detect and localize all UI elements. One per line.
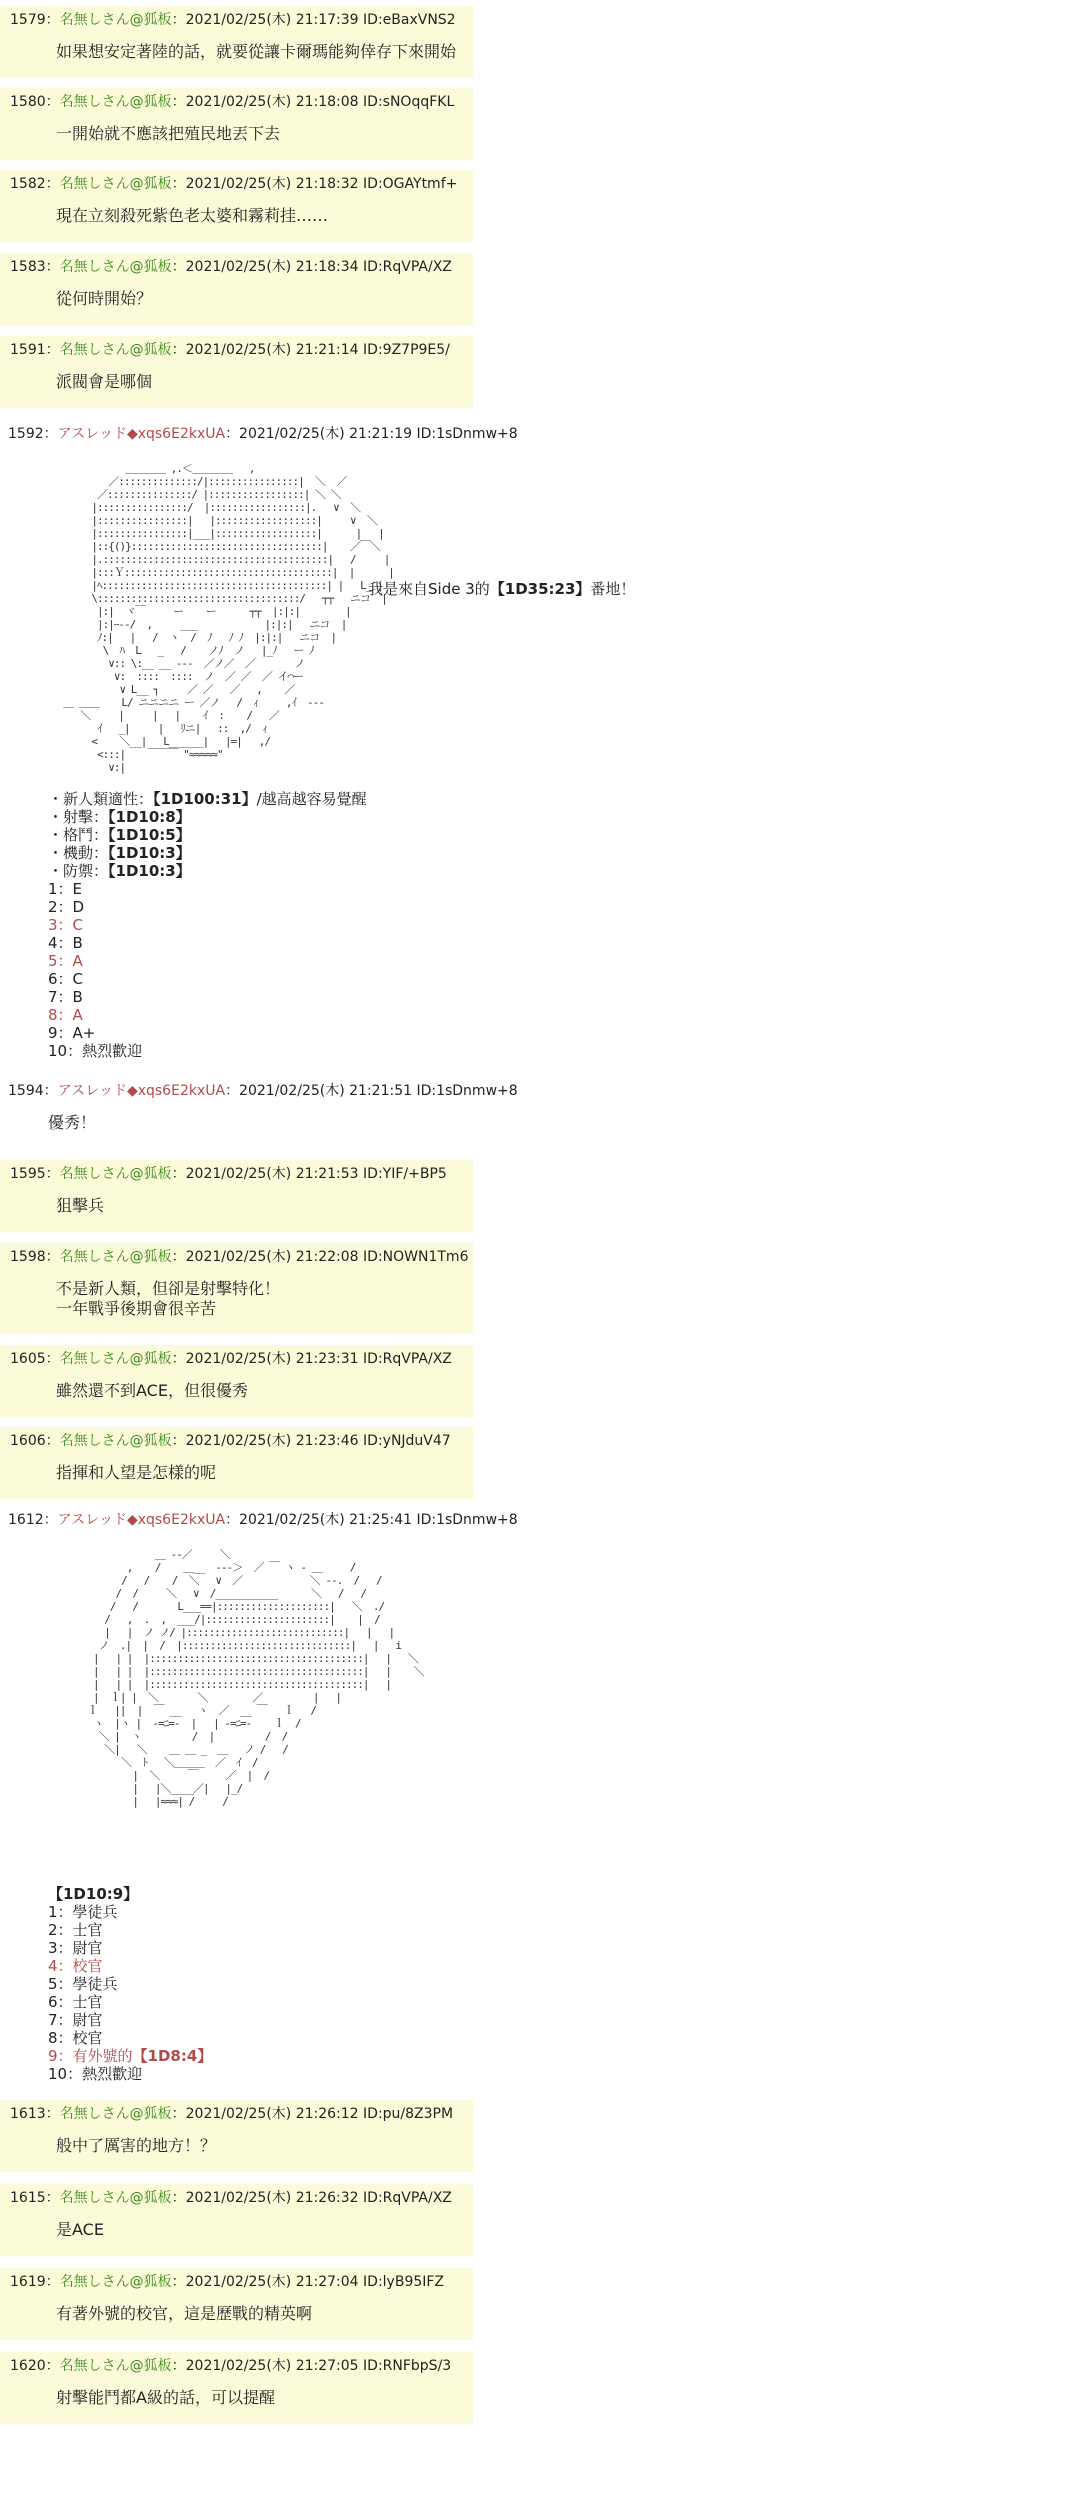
post-header: 1620：名無しさん@狐板：2021/02/25(木) 21:27:05 ID:RNFbpS/3 [10, 2358, 452, 2374]
grade-row-highlight: 8：A [48, 1006, 83, 1024]
grade-row: 6：C [48, 970, 84, 988]
reply-post [0, 88, 473, 160]
grade-row: 9：A+ [48, 1024, 96, 1042]
stat-row: ・防禦：【1D10:3】 [48, 862, 191, 880]
post-header: 1592：アスレッド◆xqs6E2kxUA：2021/02/25(木) 21:21:19 ID:1sDnmw+8 [8, 426, 518, 442]
rank-row: 6：士官 [48, 1993, 103, 2011]
post-body: 優秀！ [48, 1112, 97, 1132]
op-post [8, 1083, 518, 1133]
poster-name[interactable]: 名無しさん@狐板 [59, 1433, 172, 1449]
stat-row: ・機動：【1D10:3】 [48, 844, 191, 862]
reply-post [0, 1160, 473, 1232]
post-header: 1598：名無しさん@狐板：2021/02/25(木) 21:22:08 ID:NOWN1Tm6 [10, 1249, 469, 1265]
post-header: 1594：アスレッド◆xqs6E2kxUA：2021/02/25(木) 21:21:51 ID:1sDnmw+8 [8, 1083, 518, 1099]
post-header: 1579：名無しさん@狐板：2021/02/25(木) 21:17:39 ID:eBaxVNS2 [10, 12, 456, 28]
rank-row: 10：熱烈歡迎 [48, 2065, 143, 2083]
rank-row: 8：校官 [48, 2029, 103, 2047]
rank-row-highlight: 4：校官 [48, 1957, 103, 1975]
post-body: 般中了厲害的地方！？ [56, 2135, 217, 2155]
reply-post [0, 170, 473, 242]
rank-row: 5：學徒兵 [48, 1975, 118, 1993]
rank-row: 1：學徒兵 [48, 1903, 118, 1921]
reply-post [0, 1243, 473, 1333]
poster-name[interactable]: 名無しさん@狐板 [59, 2190, 172, 2206]
grade-row-highlight: 5：A [48, 952, 83, 970]
post-body: 如果想安定著陸的話，就要從讓卡爾瑪能夠倖存下來開始 [56, 41, 457, 61]
post-header: 1605：名無しさん@狐板：2021/02/25(木) 21:23:31 ID:RqVPA/XZ [10, 1351, 452, 1367]
op-trip: ◆xqs6E2kxUA [126, 1512, 226, 1528]
dialogue-line: 我是來自Side 3的【1D35:23】番地！ [368, 580, 636, 598]
post-header: 1613：名無しさん@狐板：2021/02/25(木) 21:26:12 ID:pu/8Z3PM [10, 2106, 454, 2122]
post-body: 從何時開始？ [56, 288, 153, 308]
op-name[interactable]: アスレッド [57, 426, 127, 442]
post-body: 射擊能鬥都A級的話，可以提醒 [56, 2387, 275, 2407]
post-body: 狙擊兵 [56, 1195, 105, 1215]
ascii-art-character: ＿ -‐／ ＼ , / ＿__ ---＞ ／ ￣ ヽ - ＿ / / / / ＼ ∨ ／ ＼ ‐-. / / / / ＼ ∨ /___________ ＼ / / / / L___==|::::::::::::::::::::| ＼ ./ / , . , ___/|::::::::::::::::::::::| | / | | ノ ノ/ |::::::::::::::::::::::::::::| | | ノ .| | / |::::::::::::::::::::::::::::::| | i | | | |::::::::::::::::::::::::::::::::::::::| | ＼ | | | |::::::::::::::::::::::::::::::::::::::| | ＼ | | | |::::::::::::::::::::::::::::::::::::::| | | ｌ| | ＼ ＼ ／ | | ｌ || | ￣ __ ヽ ／ __ ￣ ｌ / ヽ |ヽ | -=ﾆ=- | | -=ﾆ=- ｌ / ＼ | ヽ / | / / ＼| ＼ ＿ ＿ _ ＿ ノ / / ＼ ﾄ ＼＿＿＿ ／ ｲ / | ＼ ￣ ／ | / | |＼____／| |_/ | |≈≈≈| / / [87, 1548, 424, 1808]
poster-name[interactable]: 名無しさん@狐板 [59, 12, 172, 28]
poster-name[interactable]: 名無しさん@狐板 [59, 2106, 172, 2122]
rank-list [48, 1885, 212, 2083]
post-body: 現在立刻殺死紫色老太婆和霧莉挂…… [56, 205, 329, 225]
grade-row: 7：B [48, 988, 83, 1006]
grade-row: 10：熱烈歡迎 [48, 1042, 143, 1060]
poster-name[interactable]: 名無しさん@狐板 [59, 2274, 172, 2290]
poster-name[interactable]: 名無しさん@狐板 [59, 1351, 172, 1367]
grade-row: 4：B [48, 934, 83, 952]
post-header: 1580：名無しさん@狐板：2021/02/25(木) 21:18:08 ID:sNOqqFKL [10, 94, 455, 110]
rank-row: 7：尉官 [48, 2011, 103, 2029]
poster-name[interactable]: 名無しさん@狐板 [59, 2358, 172, 2374]
reply-post [0, 2268, 473, 2340]
post-header: 1606：名無しさん@狐板：2021/02/25(木) 21:23:46 ID:yNJduV47 [10, 1433, 451, 1449]
post-header: 1619：名無しさん@狐板：2021/02/25(木) 21:27:04 ID:lyB95IFZ [10, 2274, 445, 2290]
stats-list [48, 790, 367, 1060]
reply-post [0, 2184, 473, 2256]
post-body: 雖然還不到ACE，但很優秀 [56, 1380, 248, 1400]
post-header: 1615：名無しさん@狐板：2021/02/25(木) 21:26:32 ID:RqVPA/XZ [10, 2190, 452, 2206]
reply-post [0, 1427, 473, 1499]
grade-row: 2：D [48, 898, 85, 916]
rank-row-highlight: 9：有外號的【1D8:4】 [48, 2047, 213, 2065]
op-name[interactable]: アスレッド [57, 1083, 127, 1099]
reply-post [0, 1345, 473, 1417]
stat-row: ・射擊：【1D10:8】 [48, 808, 191, 826]
post-body: 指揮和人望是怎樣的呢 [56, 1462, 217, 1482]
post-body: 不是新人類，但卻是射擊特化！ 一年戰爭後期會很辛苦 [56, 1278, 281, 1318]
op-post [8, 1512, 518, 1530]
post-header: 1612：アスレッド◆xqs6E2kxUA：2021/02/25(木) 21:25:41 ID:1sDnmw+8 [8, 1512, 518, 1528]
reply-post [0, 336, 473, 408]
reply-post [0, 6, 473, 78]
poster-name[interactable]: 名無しさん@狐板 [59, 342, 172, 358]
reply-post [0, 2100, 473, 2172]
poster-name[interactable]: 名無しさん@狐板 [59, 1166, 172, 1182]
poster-name[interactable]: 名無しさん@狐板 [59, 94, 172, 110]
poster-name[interactable]: 名無しさん@狐板 [59, 176, 172, 192]
ascii-art-character: ＿＿＿＿ ,.＜＿＿＿＿ , ／::::::::::::::/|::::::::::::::::| ＼ ／ ／:::::::::::::::/ |:::::::::::::::::| ＼ ＼ |::::::::::::::::/ |:::::::::::::::::|. ∨ ＼ |::::::::::::::::| |::::::::::::::::::| ∨ ＼ |::::::::::::::::|___|::::::::::::::::::| | | |::{()}::::::::::::::::::::::::::::::::::| ／￣＼ |.::::::::::::::::::::::::::::::::::::::::| / | |:::Ｙ:::::::::::::::::::::::::::::::::::::| | | |ﾍ::::::::::::::::::::::::::::::::::::::::| | L_ | \::::::::::::::::::::::::::::::::::::/ ┬┬ ニコ | |:| ヾ￣ ー ー ┬┬ |:|:| | |:|ｰ--/ , ___ |:|:| ニコ | ﾉ:| | / ヽ / ﾉ ﾉ ﾉ |:|:| ニコ | \ ﾊ L _ / ノﾉ ノ |_ﾉ ー ﾉ ∨:: \:__ __ --- ／ノ／ ／ ノ ∨: :::: :::: ノ ／ ／ ／ イ⌒ー ∨ L__ ┐ ／ ／ ／ , ／ ＿ ＿＿ L/ ニニニニ ー ／ノ / ｨ ,ｲ --- ＼ | | | ｲ : / ／ ｲ _| | ﾘニ| :: ,/ ｨ < ＼__| L______| |=| ,/ <:::| ￣￣￣ "≈≈≈≈≈" ∨:| [63, 462, 394, 774]
post-body: 派閥會是哪個 [56, 371, 153, 391]
op-name[interactable]: アスレッド [57, 1512, 127, 1528]
poster-name[interactable]: 名無しさん@狐板 [59, 1249, 172, 1265]
post-header: 1595：名無しさん@狐板：2021/02/25(木) 21:21:53 ID:YIF/+BP5 [10, 1166, 447, 1182]
post-body: 一開始就不應該把殖民地丟下去 [56, 123, 281, 143]
post-header: 1582：名無しさん@狐板：2021/02/25(木) 21:18:32 ID:OGAYtmf+ [10, 176, 458, 192]
poster-name[interactable]: 名無しさん@狐板 [59, 259, 172, 275]
op-post [8, 426, 518, 444]
grade-row-highlight: 3：C [48, 916, 84, 934]
op-trip: ◆xqs6E2kxUA [126, 1083, 226, 1099]
reply-post [0, 2352, 473, 2424]
post-body: 有著外號的校官，這是歷戰的精英啊 [56, 2303, 313, 2323]
rank-dice: 【1D10:9】 [48, 1885, 139, 1903]
op-trip: ◆xqs6E2kxUA [126, 426, 226, 442]
grade-row: 1：E [48, 880, 83, 898]
post-header: 1583：名無しさん@狐板：2021/02/25(木) 21:18:34 ID:RqVPA/XZ [10, 259, 452, 275]
rank-row: 3：尉官 [48, 1939, 103, 1957]
stat-row: ・新人類適性：【1D100:31】/越高越容易覺醒 [48, 790, 367, 808]
post-body: 是ACE [56, 2219, 104, 2239]
reply-post [0, 253, 473, 325]
rank-row: 2：士官 [48, 1921, 103, 1939]
stat-row: ・格鬥：【1D10:5】 [48, 826, 191, 844]
post-header: 1591：名無しさん@狐板：2021/02/25(木) 21:21:14 ID:9Z7P9E5/ [10, 342, 450, 358]
